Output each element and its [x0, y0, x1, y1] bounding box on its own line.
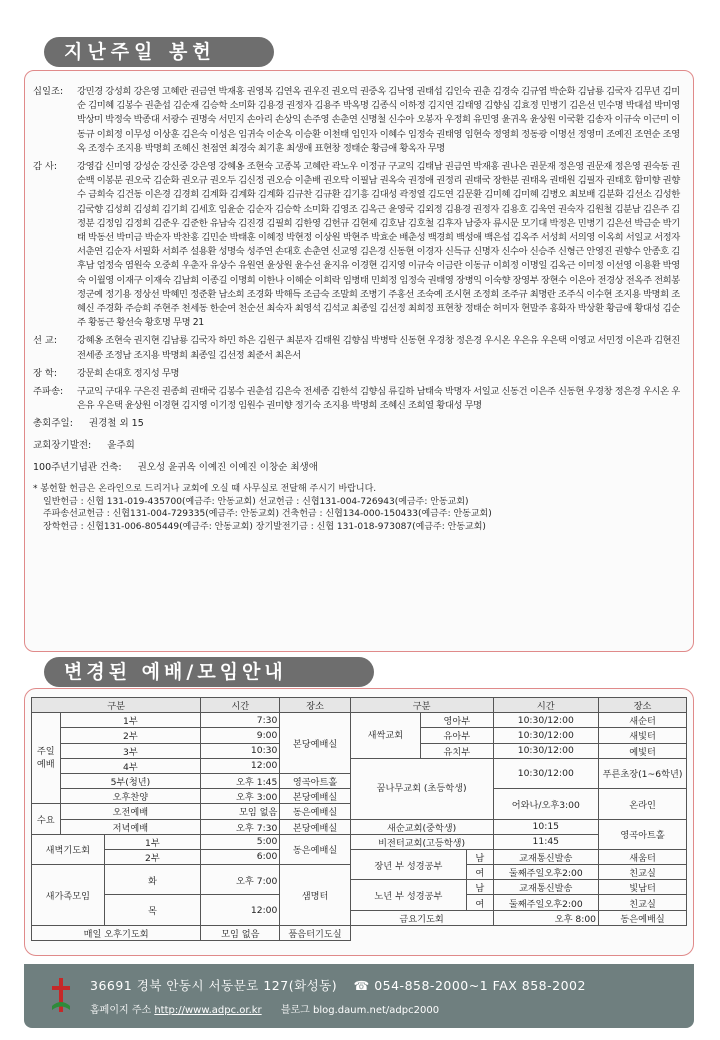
cell: 둘째주일오후2:00	[493, 895, 598, 910]
blog-address: 블로그 blog.daum.net/adpc2000	[280, 1005, 440, 1016]
cell: 1부	[60, 713, 201, 728]
offering-names: 강민경 강성희 강은영 고혜란 권금연 박재홍 권영복 김연옥 권우진 권오덕 권중옥 김낙영 권태섭 김인숙 권춘 김경숙 김규엽 박순화 김남룡 김국자 김무년 김미순 김미혜 김봉수 권춘섭 김순재 김승학 소미화 김용경 권정자 김용주 박옥명 김종식 이하정 김지연 김태영 김향심 김효정 민병기 김은선 민수명 박대섭 박미영 박상미 박정숙 박종대 서광수 권명숙 서민지 손아리 손상익 손주영 손춘연 신명철 신수아 오봉자 우정희 유민영 윤귀옥 윤상원 이국환 김송자 이규숙 이근미 이동규 이희정 이무성 이상훈 김은숙 이성은 임귀숙 이순옥 이승환 이천태 임인자 이혜수 임정숙 권태영 임현숙 정영희 정동광 이명선 정영미 조예진 조연순 조영옥 조정수 조지용 박명희 조혜신 천점연 최경숙 최기훈 최생애 표현창 정태순 황금애 황옥자 무명	[77, 86, 680, 154]
cell: 오후 7:30	[201, 819, 280, 834]
homepage-link[interactable]: http://www.adpc.or.kr	[154, 1005, 262, 1016]
offering-pair-long-term	[33, 439, 683, 453]
table-row	[32, 713, 687, 728]
dawn-label: 새벽기도회	[32, 834, 105, 864]
footer-contact	[90, 976, 586, 994]
cell: 남	[467, 849, 493, 864]
offering-names: 강혜옹 조현숙 권지현 김남룡 김국자 하민 하은 김원구 최분자 김태원 김향심 박병탁 신동현 우경창 정은경 우시온 우은유 우은택 이영교 서민정 이은과 김현진 전세종 조정남 조지용 박명희 최종일 김선정 최준서 최은서	[77, 335, 680, 361]
cell: 모임 없음	[201, 804, 280, 819]
cell: 3부	[60, 743, 201, 758]
note-account: 주파송선교헌금 : 신협131-004-729335(예금주: 안동교회) 건축헌금 : 신협134-000-150433(예금주: 안동교회)	[43, 509, 492, 520]
cell: 새움터	[599, 849, 687, 864]
table-row	[32, 849, 687, 864]
sunday-label: 주일예배	[32, 713, 61, 804]
offering-label: 감 사:	[33, 161, 58, 173]
footer	[24, 964, 694, 1028]
cell: 동은예배실	[280, 834, 350, 864]
offering-names: 강영갑 신미영 강성순 강신중 강은영 강혜옹 조현숙 고종복 고혜란 곽노우 이정규 구교익 김태남 권금연 박재홍 권나은 권문재 정은영 권문재 정은영 권숙동 권순백 이봉분 권오국 김순화 권오규 권오두 김신정 권오승 이춘배 권오탁 이필남 권옥숙 권정애 권정리 권태국 장한분 권태옥 권태원 김필자 권태호 함미향 권향수 금희숙 김건동 이은경 김경희 김계화 김계화 김계화 김규찬 김규환 김기흥 김대성 곽정열 김도연 김문환 김미혜 김미혜 김병오 최보배 김분화 김선소 김성한 김국향 김성희 김성희 김기희 김세호 임윤순 김순자 김승학 소미화 김영조 김옥근 윤영국 김외정 김용경 권정자 김용호 김욱연 권숙자 김원철 김분남 김은주 김정분 김정임 김정희 김준우 김준한 유남숙 김진경 김필희 김한영 김헌규 김현제 김호남 김호철 김후자 남중자 류시문 모기대 박정은 민병기 김은선 박금순 박기태 박동선 박미금 박순자 박찬홍 김민순 박태훈 이혜정 박현정 이상원 박현주 박효순 배춘성 백경희 백성애 백은섭 김옥주 서성희 서의영 이옥희 서일교 서정자 서춘연 김순자 서필화 서희주 설용환 성명숙 성주연 손대호 손춘연 신교영 김은경 신동현 이경자 신득규 신명자 신수아 신승주 신형근 안영진 권향수 안종호 김후남 엄정숙 염원숙 오중희 우춘자 유상수 유원연 윤상원 윤수선 윤지유 이경현 김지영 이규숙 이금란 이동규 이희정 이명일 김옥근 이미정 이선영 이용환 박영숙 이월영 이재구 이재숙 김남희 이종길 이명희 이한나 이혜순 이희락 임병태 민희정 임정숙 권태영 장병익 이숙향 장영부 장현수 이은아 전경상 전옥주 전희봉 정군예 정기용 정상선 박혜민 정준환 남소희 조경화 박해득 조금숙 조말희 조병기 주홍선 조숙예 조시현 조정희 조주규 최명란 조주식 이수현 조지용 박명희 조혜신 주경화 주승희 주현주 천세동 한순여 천순선 최숙자 최영석 김석교 최종일 김선정 최희정 표현창 정태순 허미자 현말주 홍화자 박상환 황금애 황대성 김순주 황동근 황선숙 황호명 무명 21	[77, 161, 680, 329]
footer-web	[90, 1001, 439, 1016]
note-account: 장학헌금 : 신협131-006-805449(예금주: 안동교회) 장기발전기금 : 신협 131-018-973087(예금주: 안동교회)	[43, 521, 486, 532]
cell: 동은예배실	[599, 910, 687, 925]
table-header-row	[32, 698, 687, 713]
cell: 어와나/오후3:00	[493, 789, 598, 819]
cell: 푸른초장(1~6학년)	[599, 758, 687, 788]
cell: 금요기도회	[350, 910, 493, 925]
cell: 장년 부 성경공부	[350, 849, 466, 879]
pair-value: 권오성 윤귀옥 이예진 이예진 이창순 최생애	[137, 462, 318, 474]
table-row	[32, 834, 687, 849]
cell: 여	[467, 865, 493, 880]
cell: 오후 7:00	[201, 865, 280, 895]
cell: 샘명터	[280, 865, 350, 926]
offering-pair-centennial	[33, 461, 683, 475]
col-header: 시간	[201, 698, 280, 713]
account-notes	[33, 483, 683, 533]
church-logo-icon	[50, 976, 72, 1016]
cell: 예빛터	[599, 743, 687, 758]
cell: 유아부	[421, 728, 494, 743]
cell: 12:00	[201, 758, 280, 773]
cell: 10:15	[493, 819, 598, 834]
cell: 9:00	[201, 728, 280, 743]
cell: 2부	[104, 849, 201, 864]
cell: 오후 3:00	[201, 789, 280, 804]
empty-cell	[350, 925, 686, 940]
section-title-schedule: 변경된 예배/모임안내	[44, 657, 374, 687]
cell: 화	[104, 865, 201, 895]
cell: 노년 부 성경공부	[350, 880, 466, 910]
pair-label: 100주년기념관 건축:	[33, 462, 122, 474]
homepage-label: 홈페이지 주소	[90, 1005, 152, 1016]
cell: 여	[467, 895, 493, 910]
col-header: 장소	[599, 698, 687, 713]
cell: 비전터교회(고등학생)	[350, 834, 493, 849]
offering-label: 장 학:	[33, 367, 58, 379]
cell: 5부(청년)	[60, 773, 201, 788]
cell: 빛남터	[599, 880, 687, 895]
cell: 저녁예배	[60, 819, 201, 834]
cell: 10:30/12:00	[493, 713, 598, 728]
col-header: 구분	[350, 698, 493, 713]
col-header: 구분	[32, 698, 201, 713]
kkum-label: 꿈나무교회 (초등학생)	[350, 758, 493, 819]
cell: 본당예배실	[280, 789, 350, 804]
cell: 남	[467, 880, 493, 895]
cell: 매일 오후기도회	[32, 925, 201, 940]
cell: 둘째주일오후2:00	[493, 865, 598, 880]
note-online: * 봉헌할 헌금은 온라인으로 드리거나 교회에 오실 때 사무실로 전달해 주시기 바랍니다.	[33, 484, 377, 495]
cell: 영아부	[421, 713, 494, 728]
offering-row-mission	[33, 334, 683, 362]
cell: 10:30/12:00	[493, 743, 598, 758]
cell: 교재통신발송	[493, 849, 598, 864]
cell: 새순교회(중학생)	[350, 819, 493, 834]
school-label: 새싹교회	[350, 713, 420, 759]
offering-row-weekly-mission	[33, 385, 683, 413]
cell: 새순터	[599, 713, 687, 728]
cell: 11:45	[493, 834, 598, 849]
offering-names: 강문희 손대호 정지성 무명	[77, 367, 180, 379]
offerings-box	[24, 70, 694, 652]
offering-label: 십일조:	[33, 86, 64, 97]
cell: 영곡아트홀	[599, 819, 687, 849]
cell: 친교실	[599, 895, 687, 910]
cell: 10:30/12:00	[493, 758, 598, 788]
cell: 12:00	[201, 895, 280, 925]
offering-row-scholarship	[33, 367, 683, 381]
cell: 오후 1:45	[201, 773, 280, 788]
col-header: 장소	[280, 698, 350, 713]
cell: 1부	[104, 834, 201, 849]
cell: 10:30	[201, 743, 280, 758]
cell: 본당예배실	[280, 819, 350, 834]
cell: 4부	[60, 758, 201, 773]
cell: 오전예배	[60, 804, 201, 819]
pair-value: 윤주희	[107, 440, 135, 452]
cell: 친교실	[599, 865, 687, 880]
cell: 5:00	[201, 834, 280, 849]
cell: 2부	[60, 728, 201, 743]
cell: 7:30	[201, 713, 280, 728]
cell: 모임 없음	[201, 925, 280, 940]
pair-label: 교회장기발전:	[33, 440, 92, 452]
offering-names: 구교익 구대우 구은진 권종희 권태국 김봉수 권춘섭 김은숙 전세종 김한석 김향심 류길하 남태숙 박명자 서일교 신동건 이은주 신동현 우경창 정은경 우시온 우은유 우은택 윤상원 이경현 김지영 이기정 임원수 권미향 정기숙 조지용 박명희 조혜신 조희열 황대성 무명	[77, 386, 680, 412]
table-row	[32, 925, 687, 940]
cell: 교재통신발송	[493, 880, 598, 895]
cell: 6:00	[201, 849, 280, 864]
offering-row-thanks	[33, 160, 683, 330]
wed-label: 수요	[32, 804, 61, 834]
cell: 유치부	[421, 743, 494, 758]
offering-label: 주파송:	[33, 386, 64, 398]
pair-value: 권경철 외 15	[88, 418, 144, 430]
schedule-box	[24, 688, 694, 956]
offering-label: 선 교:	[33, 335, 58, 347]
cell: 품음터기도실	[280, 925, 350, 940]
cell: 본당예배실	[280, 713, 350, 774]
family-label: 새가족모임	[32, 865, 105, 926]
cell: 영곡아트홀	[280, 773, 350, 788]
address: 36691 경북 안동시 서동문로 127(화성동)	[90, 978, 338, 993]
table-row	[32, 758, 687, 773]
section-title-offerings: 지난주일 봉헌	[44, 37, 274, 67]
offering-pair-general-assembly	[33, 417, 683, 431]
cell: 오후 8:00	[493, 910, 598, 925]
cell: 목	[104, 895, 201, 925]
offering-row-tithe	[33, 85, 683, 156]
pair-label: 총회주일:	[33, 418, 73, 430]
cell: 오후찬양	[60, 789, 201, 804]
cell: 새빛터	[599, 728, 687, 743]
cell: 온라인	[599, 789, 687, 819]
schedule-table	[31, 697, 687, 941]
note-account: 일반헌금 : 신협 131-019-435700(예금주: 안동교회) 선교헌금 : 신협131-004-726943(예금주: 안동교회)	[43, 496, 469, 507]
cell: 동은예배실	[280, 804, 350, 819]
cell: 10:30/12:00	[493, 728, 598, 743]
col-header: 시간	[493, 698, 598, 713]
phone: ☎ 054-858-2000~1 FAX 858-2002	[353, 978, 586, 993]
table-row	[32, 819, 687, 834]
